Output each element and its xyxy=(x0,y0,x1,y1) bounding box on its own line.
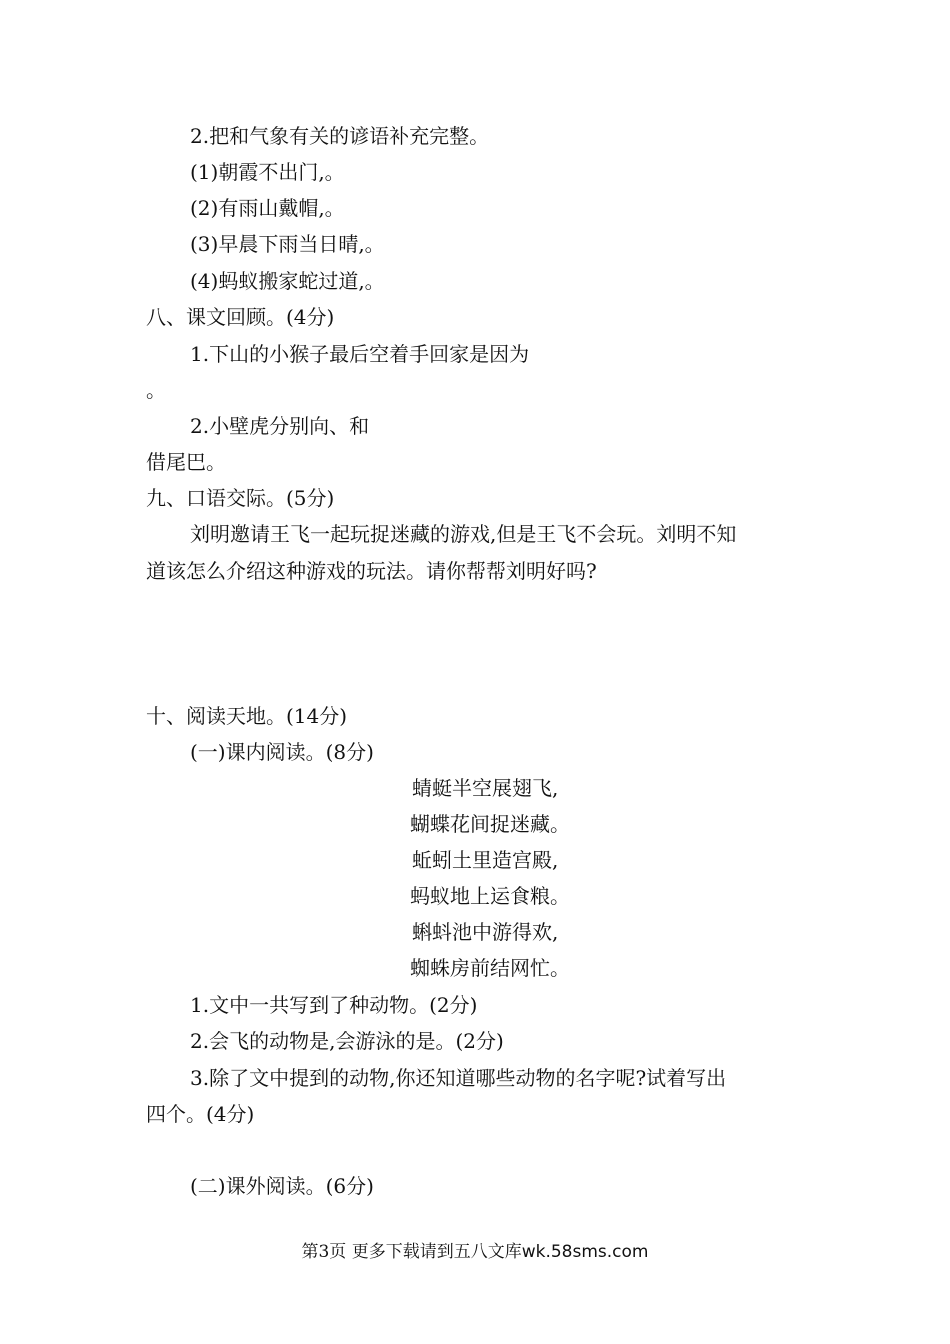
poem-line-6: 蜘蛛房前结网忙。 xyxy=(410,956,570,980)
poem-line-3: 蚯蚓土里造宫殿, xyxy=(412,848,559,872)
page-footer xyxy=(0,1240,950,1264)
q9-heading: 九、口语交际。(5分) xyxy=(146,486,335,510)
poem-line-4: 蚂蚁地上运食粮。 xyxy=(410,884,570,908)
q10-part1-heading: (一)课内阅读。(8分) xyxy=(190,740,374,764)
poem-line-1: 蜻蜓半空展翅飞, xyxy=(412,776,559,800)
q7-sub1: (1)朝霞不出门,。 xyxy=(190,160,345,184)
q7-sub2: (2)有雨山戴帽,。 xyxy=(190,196,345,220)
q10-item2: 2.会飞的动物是,会游泳的是。(2分) xyxy=(190,1029,504,1053)
q8-heading: 八、课文回顾。(4分) xyxy=(146,305,335,329)
q9-paragraph-line1: 刘明邀请王飞一起玩捉迷藏的游戏,但是王飞不会玩。刘明不知 xyxy=(190,522,737,546)
q7-item2: 2.把和气象有关的谚语补充完整。 xyxy=(190,124,490,148)
poem-line-5: 蝌蚪池中游得欢, xyxy=(412,920,559,944)
q9-paragraph-line2: 道该怎么介绍这种游戏的玩法。请你帮帮刘明好吗? xyxy=(146,559,597,583)
footer-page-text: 第3页 更多下载请到五八文库 xyxy=(301,1242,522,1262)
q8-item1: 1.下山的小猴子最后空着手回家是因为 xyxy=(190,342,530,366)
q7-sub3: (3)早晨下雨当日晴,。 xyxy=(190,232,385,256)
q10-item1: 1.文中一共写到了种动物。(2分) xyxy=(190,993,478,1017)
q7-sub4: (4)蚂蚁搬家蛇过道,。 xyxy=(190,269,385,293)
q10-heading: 十、阅读天地。(14分) xyxy=(146,704,348,728)
q8-item1-end: 。 xyxy=(146,378,166,402)
q10-item3-line1: 3.除了文中提到的动物,你还知道哪些动物的名字呢?试着写出 xyxy=(190,1066,727,1090)
q10-item3-line2: 四个。(4分) xyxy=(146,1102,255,1126)
q10-part2-heading: (二)课外阅读。(6分) xyxy=(190,1174,374,1198)
q8-item2-end: 借尾巴。 xyxy=(146,450,226,474)
footer-site-link[interactable]: wk.58sms.com xyxy=(521,1242,649,1262)
q8-item2: 2.小壁虎分别向、和 xyxy=(190,414,370,438)
poem-line-2: 蝴蝶花间捉迷藏。 xyxy=(410,812,570,836)
